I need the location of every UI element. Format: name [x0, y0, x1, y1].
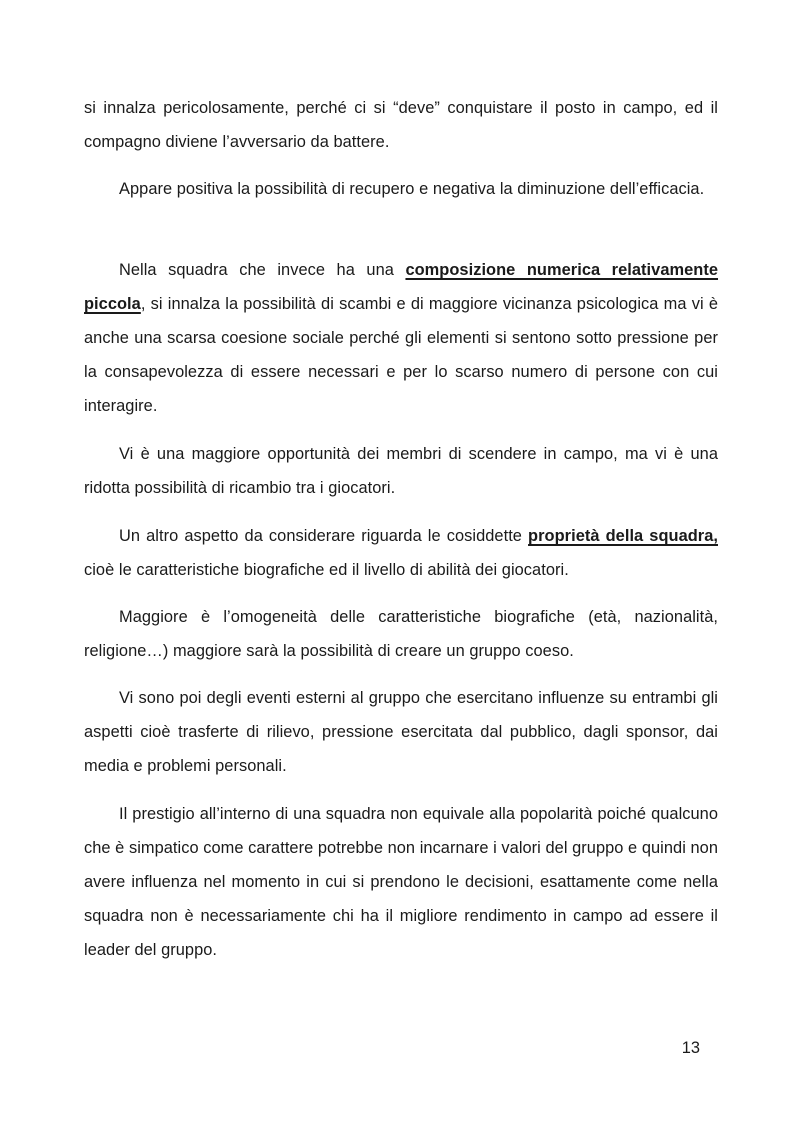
- paragraph-segment: Vi è una maggiore opportunità dei membri di scendere in campo, ma vi è una ridotta possibilità di ricambio tra i giocatori.: [84, 445, 718, 497]
- paragraph-text: [84, 91, 718, 159]
- paragraph-segment: cioè le caratteristiche biografiche ed il livello di abilità dei giocatori.: [84, 561, 569, 579]
- paragraph-efficacy: [84, 172, 718, 206]
- paragraph-segment: Nella squadra che invece ha una: [119, 261, 406, 279]
- paragraph-segment: Il prestigio all’interno di una squadra non equivale alla popolarità poiché qualcuno che è simpatico come carattere potrebbe non incarnare i valori del gruppo e quindi non avere influenza nel momento in cui si prendono le decisioni, esattamente come nella squadra non è necessariamente chi ha il migliore rendimento in campo ad essere il leader del gruppo.: [84, 805, 718, 959]
- paragraph-segment: si innalza pericolosamente, perché ci si “deve” conquistare il posto in campo, ed il compagno diviene l’avversario da battere.: [84, 99, 718, 151]
- paragraph-opportunity: [84, 437, 718, 505]
- paragraph-prestige: [84, 797, 718, 967]
- paragraph-text: [84, 172, 718, 206]
- paragraph-segment: Un altro aspetto da considerare riguarda le cosiddette: [119, 527, 529, 545]
- paragraph-homogeneity: [84, 600, 718, 668]
- paragraph-text: [84, 437, 718, 505]
- paragraph-external-events: [84, 681, 718, 783]
- paragraph-small-team: [84, 253, 718, 423]
- paragraph-segment: Maggiore è l’omogeneità delle caratteristiche biografiche (età, nazionalità, religione…) maggiore sarà la possibilità di creare un gruppo coeso.: [84, 608, 718, 660]
- paragraph-text: [84, 600, 718, 668]
- paragraph-segment: Appare positiva la possibilità di recupero e negativa la diminuzione dell’efficacia.: [119, 180, 705, 198]
- emphasized-term: proprietà della squadra,: [528, 527, 718, 545]
- paragraph-text: [84, 519, 718, 587]
- paragraph-continuation: [84, 91, 718, 159]
- paragraph-segment: Vi sono poi degli eventi esterni al gruppo che esercitano influenze su entrambi gli aspetti cioè trasferte di rilievo, pressione esercitata dal pubblico, dagli sponsor, dai media e problemi personali.: [84, 689, 718, 775]
- paragraph-team-properties: [84, 519, 718, 587]
- paragraph-text: [84, 797, 718, 967]
- page-number: 13: [681, 1039, 700, 1057]
- paragraph-text: [84, 253, 718, 423]
- paragraph-text: [84, 681, 718, 783]
- emphasized-term: composizione numerica relativamente piccola: [84, 261, 719, 313]
- paragraph-segment: , si innalza la possibilità di scambi e di maggiore vicinanza psicologica ma vi è anche una scarsa coesione sociale perché gli elementi si sentono sotto pressione per la consapevolezza di essere necessari e per lo scarso numero di persone con cui interagire.: [84, 295, 718, 415]
